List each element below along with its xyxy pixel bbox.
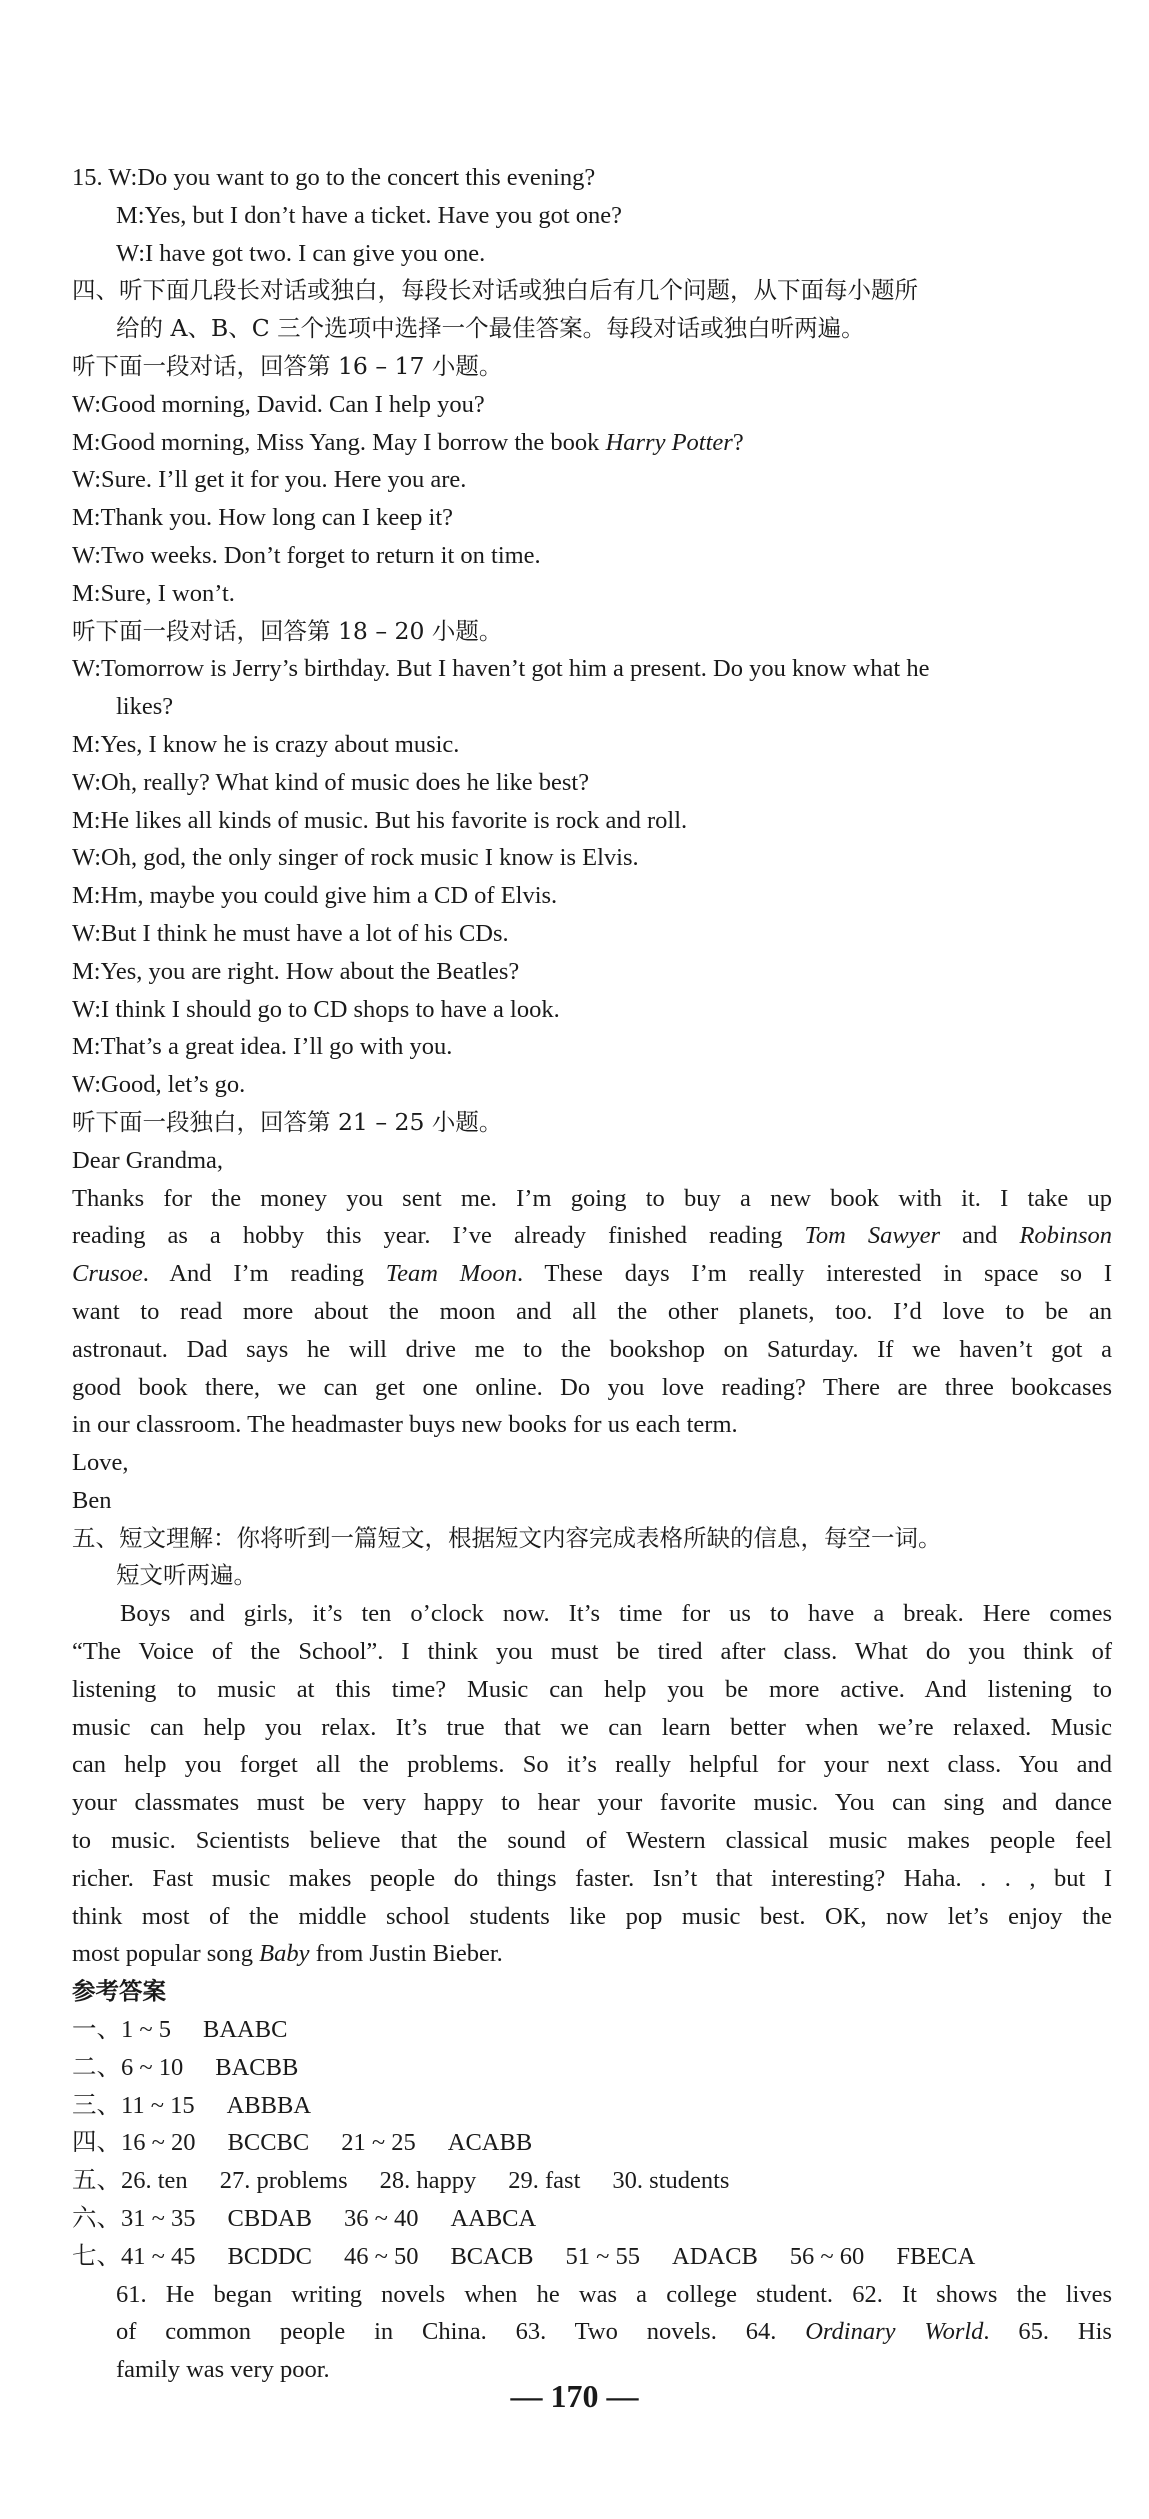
passage-line: richer. Fast music makes people do things faster. Isn’t that interesting? Haha. . . , but I — [72, 1864, 1112, 1892]
answer-row — [72, 2087, 1112, 2125]
section-4-instruction: 四、听下面几段长对话或独白，每段长对话或独白后有几个问题，从下面每小题所 — [72, 276, 918, 305]
answer-row — [72, 2238, 1112, 2276]
section-5-instruction-cont: 短文听两遍。 — [116, 1561, 257, 1590]
passage-line: think most of the middle school students like pop music best. OK, now let’s enjoy the — [72, 1902, 1112, 1930]
dialogue-line: W:Good, let’s go. — [72, 1071, 246, 1099]
book-title: Robinson — [1019, 1222, 1112, 1250]
answer-value: BAABC — [203, 2016, 288, 2044]
answer-label: 五、26. ten — [72, 2167, 188, 2195]
answer-value: 30. students — [612, 2167, 730, 2195]
letter-line: reading as a hobby this year. I’ve already finished reading Tom Sawyer and Robinson — [72, 1222, 1112, 1250]
answer-value: BCCBC — [227, 2129, 310, 2157]
letter-signature: Ben — [72, 1486, 112, 1514]
letter-greeting: Dear Grandma, — [72, 1146, 224, 1174]
answer-row — [72, 2011, 1112, 2049]
answer-value: 27. problems — [219, 2167, 348, 2195]
letter-line: good book there, we can get one online. Do you love reading? There are three bookcases — [72, 1373, 1112, 1401]
answer-value: CBDAB — [227, 2205, 312, 2233]
passage-line: to music. Scientists believe that the sound of Western classical music makes people feel — [72, 1827, 1112, 1855]
dialogue-line: M:Sure, I won’t. — [72, 579, 235, 607]
dialogue-line: W:I have got two. I can give you one. — [116, 239, 486, 267]
passage-line: most popular song Baby from Justin Bieber. — [72, 1940, 503, 1968]
answer-value: BACBB — [215, 2053, 299, 2081]
answer-range: 21 ~ 25 — [341, 2129, 416, 2157]
answer-label: 六、31 ~ 35 — [72, 2205, 196, 2233]
answer-label: 三、11 ~ 15 — [72, 2091, 195, 2119]
passage-line: can help you forget all the problems. So it’s really helpful for your next class. You and — [72, 1751, 1112, 1779]
answer-value: BCDDC — [227, 2242, 312, 2270]
dialogue-line: W:Oh, really? What kind of music does he like best? — [72, 768, 590, 796]
book-title: Harry Potter — [605, 428, 733, 456]
answer-row — [72, 2200, 1112, 2238]
passage-line: “The Voice of the School”. I think you must be tired after class. What do you think of — [72, 1638, 1112, 1666]
section-5-instruction: 五、短文理解：你将听到一篇短文，根据短文内容完成表格所缺的信息，每空一词。 — [72, 1523, 942, 1552]
answer-value: ACABB — [447, 2129, 533, 2157]
answer-value: 29. fast — [508, 2167, 581, 2195]
answer-range: 56 ~ 60 — [789, 2242, 865, 2270]
dialogue-line: W:But I think he must have a lot of his CDs. — [72, 919, 509, 947]
letter-closing: Love, — [72, 1449, 129, 1477]
dialogue-line: W:I think I should go to CD shops to have a look. — [72, 995, 560, 1023]
answer-key — [72, 1973, 1112, 2389]
letter-line: want to read more about the moon and all the other planets, too. I’d love to be an — [72, 1297, 1112, 1325]
dialogue-line: W:Oh, god, the only singer of rock music I know is Elvis. — [72, 844, 639, 872]
answer-heading: 参考答案 — [72, 1977, 166, 2006]
answer-value: AABCA — [450, 2205, 537, 2233]
song-title: Baby — [259, 1940, 310, 1968]
dialogue-line: M:Yes, but I don’t have a ticket. Have you got one? — [116, 201, 623, 229]
section-5 — [72, 1520, 1112, 1974]
letter-line: in our classroom. The headmaster buys new books for us each term. — [72, 1411, 738, 1439]
dialogue-line: M:Hm, maybe you could give him a CD of Elvis. — [72, 882, 558, 910]
section-4 — [72, 272, 1112, 1519]
dialogue-line: W:Sure. I’ll get it for you. Here you are. — [72, 466, 467, 494]
letter-line: Crusoe. And I’m reading Team Moon. These days I’m really interested in space so I — [72, 1260, 1112, 1288]
answer-row — [72, 2049, 1112, 2087]
dialogue-line: M:Good morning, Miss Yang. May I borrow the book Harry Potter? — [72, 428, 744, 456]
answer-text-line — [72, 2313, 1112, 2351]
answer-label: 二、6 ~ 10 — [72, 2053, 184, 2081]
answer-label: 七、41 ~ 45 — [72, 2242, 196, 2270]
answer-text-line: 61. He began writing novels when he was a college student. 62. It shows the lives — [116, 2280, 1112, 2308]
part-heading: 听下面一段对话，回答第 18 – 20 小题。 — [72, 616, 503, 645]
letter-line: astronaut. Dad says he will drive me to the bookshop on Saturday. If we haven’t got a — [72, 1335, 1112, 1363]
answer-label: 四、16 ~ 20 — [72, 2129, 196, 2157]
passage-line: your classmates must be very happy to hear your favorite music. You can sing and dance — [72, 1789, 1112, 1817]
answer-text: . 65. His — [983, 2318, 1112, 2346]
answer-range: 51 ~ 55 — [565, 2242, 641, 2270]
dialogue-line: M:That’s a great idea. I’ll go with you. — [72, 1033, 453, 1061]
part-heading: 听下面一段独白，回答第 21 – 25 小题。 — [72, 1107, 503, 1136]
answer-row — [72, 2162, 1112, 2200]
passage-line: music can help you relax. It’s true that we can learn better when we’re relaxed. Music — [72, 1713, 1112, 1741]
answer-text: of common people in China. 63. Two novels. 64. — [116, 2318, 806, 2346]
answer-range: 46 ~ 50 — [343, 2242, 419, 2270]
letter-line: Thanks for the money you sent me. I’m going to buy a new book with it. I take up — [72, 1184, 1112, 1212]
passage-line: Boys and girls, it’s ten o’clock now. It’s time for us to have a break. Here comes — [120, 1600, 1112, 1628]
passage-line: listening to music at this time? Music can help you be more active. And listening to — [72, 1675, 1112, 1703]
dialogue-line: 15. W:Do you want to go to the concert this evening? — [72, 164, 596, 191]
dialogue-line: M:Yes, you are right. How about the Beatles? — [72, 957, 520, 985]
dialogue-line: M:Thank you. How long can I keep it? — [72, 504, 454, 532]
book-title: Crusoe — [72, 1260, 143, 1288]
dialogue-line: W:Good morning, David. Can I help you? — [72, 390, 485, 418]
answer-value: BCACB — [450, 2242, 534, 2270]
dialogue-line: M:He likes all kinds of music. But his favorite is rock and roll. — [72, 806, 688, 834]
dialogue-line-cont: likes? — [116, 693, 174, 721]
answer-row — [72, 2124, 1112, 2162]
dialogue-15 — [72, 159, 1112, 272]
dialogue-line: W:Tomorrow is Jerry’s birthday. But I haven’t got him a present. Do you know what he — [72, 655, 930, 683]
page-content — [72, 159, 1112, 2389]
answer-range: 36 ~ 40 — [343, 2205, 419, 2233]
book-title: Ordinary World — [805, 2318, 984, 2346]
dialogue-line: W:Two weeks. Don’t forget to return it on time. — [72, 541, 541, 569]
section-4-instruction-cont: 给的 A、B、C 三个选项中选择一个最佳答案。每段对话或独白听两遍。 — [116, 314, 865, 343]
answer-value: ABBBA — [226, 2091, 312, 2119]
dialogue-line: M:Yes, I know he is crazy about music. — [72, 730, 460, 758]
answer-value: FBECA — [896, 2242, 976, 2270]
page-number: — 170 — — [510, 2378, 639, 2414]
book-title: Tom Sawyer — [804, 1222, 940, 1250]
answer-label: 一、1 ~ 5 — [72, 2016, 172, 2044]
answer-text-line: family was very poor. — [116, 2356, 330, 2384]
answer-value: ADACB — [672, 2242, 758, 2270]
part-heading: 听下面一段对话，回答第 16 – 17 小题。 — [72, 351, 503, 380]
book-title: Team Moon — [385, 1260, 517, 1288]
answer-value: 28. happy — [379, 2167, 477, 2195]
